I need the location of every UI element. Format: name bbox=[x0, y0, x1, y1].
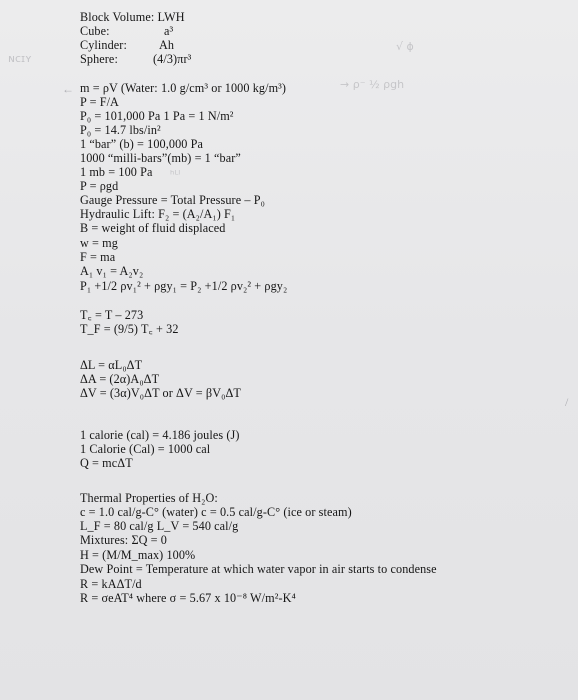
radiation-rate-line bbox=[80, 592, 296, 605]
hydrostatic-pressure-text: P = ρgd bbox=[80, 179, 119, 193]
millibar-pascal-line bbox=[80, 166, 153, 179]
newton-second-law-line bbox=[80, 251, 115, 264]
cube-formula: a³ bbox=[164, 24, 174, 38]
calorie-joule-text: 1 calorie (cal) = 4.186 joules (J) bbox=[80, 428, 240, 442]
block-volume-text: Block Volume: LWH bbox=[80, 10, 185, 24]
continuity-equation-line bbox=[80, 265, 143, 278]
cube-volume-line bbox=[80, 24, 174, 38]
humidity-line bbox=[80, 549, 195, 562]
pressure-definition-text: P = F/A bbox=[80, 95, 119, 109]
linear-expansion-text: ΔL = αL₀ΔT bbox=[80, 358, 143, 372]
atmospheric-psi-text: P₀ = 14.7 lbs/in² bbox=[80, 123, 161, 137]
latent-heat-line bbox=[80, 520, 238, 533]
pressure-definition-line bbox=[80, 96, 119, 109]
mass-density-line bbox=[80, 82, 286, 95]
food-calorie-text: 1 Calorie (Cal) = 1000 cal bbox=[80, 442, 211, 456]
sphere-formula: (4/3)πr³ bbox=[153, 52, 192, 66]
cylinder-label: Cylinder: bbox=[80, 38, 127, 52]
bernoulli-equation-text: P₁ +1/2 ρv₁² + ρgy₁ = P₂ +1/2 ρv₂² + ρgy₂ bbox=[80, 279, 288, 293]
sphere-label: Sphere: bbox=[80, 52, 118, 66]
food-calorie-line bbox=[80, 443, 210, 456]
conduction-rate-line bbox=[80, 578, 142, 591]
atmospheric-pascal-text: P₀ = 101,000 Pa 1 Pa = 1 N/m² bbox=[80, 109, 234, 123]
fahrenheit-conversion-line bbox=[80, 323, 179, 336]
thermal-properties-text: Thermal Properties of H₂O: bbox=[80, 491, 218, 505]
gauge-pressure-text: Gauge Pressure = Total Pressure – P₀ bbox=[80, 193, 265, 207]
newton-second-law-text: F = ma bbox=[80, 250, 116, 264]
millibar-definition-text: 1000 “milli-bars”(mb) = 1 “bar” bbox=[80, 151, 241, 165]
hydraulic-lift-line bbox=[80, 208, 235, 221]
weight-line bbox=[80, 237, 118, 250]
millibar-definition-line bbox=[80, 152, 241, 165]
bleed-through-mark-right-1: √ ϕ bbox=[396, 40, 414, 53]
bleed-through-mark-right-2: → ρ⁻ ½ ρgh bbox=[340, 78, 405, 91]
heat-equation-line bbox=[80, 457, 133, 470]
area-expansion-text: ΔA = (2α)A₀ΔT bbox=[80, 372, 160, 386]
dew-point-text: Dew Point = Temperature at which water vapor in air starts to condense bbox=[80, 562, 437, 576]
cylinder-formula: Ah bbox=[159, 38, 175, 52]
dew-point-line bbox=[80, 563, 437, 576]
small-pen-mark: / bbox=[565, 395, 569, 409]
atmospheric-psi-line bbox=[80, 124, 161, 137]
hydrostatic-pressure-line bbox=[80, 180, 118, 193]
volume-expansion-text: ΔV = (3α)V₀ΔT or ΔV = βV₀ΔT bbox=[80, 386, 241, 400]
calorie-joule-line bbox=[80, 429, 240, 442]
humidity-text: H = (M/M_max) 100% bbox=[80, 548, 196, 562]
cylinder-volume-line bbox=[80, 38, 175, 52]
thermal-properties-heading bbox=[80, 492, 218, 505]
cube-label: Cube: bbox=[80, 24, 110, 38]
millibar-pascal-text: 1 mb = 100 Pa bbox=[80, 165, 153, 179]
gauge-pressure-line bbox=[80, 194, 265, 207]
conduction-rate-text: R = kAΔT/d bbox=[80, 577, 142, 591]
buoyancy-line bbox=[80, 222, 226, 235]
hydraulic-lift-text: Hydraulic Lift: F₂ = (A₂/A₁) F₁ bbox=[80, 207, 236, 221]
bleed-through-mark-left: ɴᴄɪʏ bbox=[8, 52, 32, 65]
bar-definition-text: 1 “bar” (b) = 100,000 Pa bbox=[80, 137, 203, 151]
mixtures-line bbox=[80, 534, 167, 547]
specific-heat-text: c = 1.0 cal/g-C° (water) c = 0.5 cal/g-C° (ice or steam) bbox=[80, 505, 352, 519]
fahrenheit-conversion-text: T_F = (9/5) T꜀ + 32 bbox=[80, 322, 179, 336]
sphere-volume-line bbox=[80, 52, 192, 66]
mixtures-text: Mixtures: ΣQ = 0 bbox=[80, 533, 167, 547]
buoyancy-text: B = weight of fluid displaced bbox=[80, 221, 226, 235]
heat-equation-text: Q = mcΔT bbox=[80, 456, 133, 470]
specific-heat-line bbox=[80, 506, 352, 519]
celsius-conversion-line bbox=[80, 309, 143, 322]
mass-density-text: m = ρV (Water: 1.0 g/cm³ or 1000 kg/m³) bbox=[80, 81, 287, 95]
latent-heat-text: L_F = 80 cal/g L_V = 540 cal/g bbox=[80, 519, 239, 533]
block-volume-line bbox=[80, 11, 185, 24]
continuity-equation-text: A₁ v₁ = A₂v₂ bbox=[80, 264, 144, 278]
bar-definition-line bbox=[80, 138, 203, 151]
weight-text: w = mg bbox=[80, 236, 118, 250]
bleed-through-mark-center: ʰᴸᴵ bbox=[170, 168, 181, 181]
volume-expansion-line bbox=[80, 387, 241, 400]
pen-arrow-mark: ← bbox=[62, 82, 74, 96]
radiation-rate-text: R = σeAT⁴ where σ = 5.67 x 10⁻⁸ W/m²-K⁴ bbox=[80, 591, 296, 605]
linear-expansion-line bbox=[80, 359, 142, 372]
bernoulli-equation-line bbox=[80, 280, 287, 293]
area-expansion-line bbox=[80, 373, 159, 386]
atmospheric-pascal-line bbox=[80, 110, 234, 123]
celsius-conversion-text: T꜀ = T – 273 bbox=[80, 308, 144, 322]
